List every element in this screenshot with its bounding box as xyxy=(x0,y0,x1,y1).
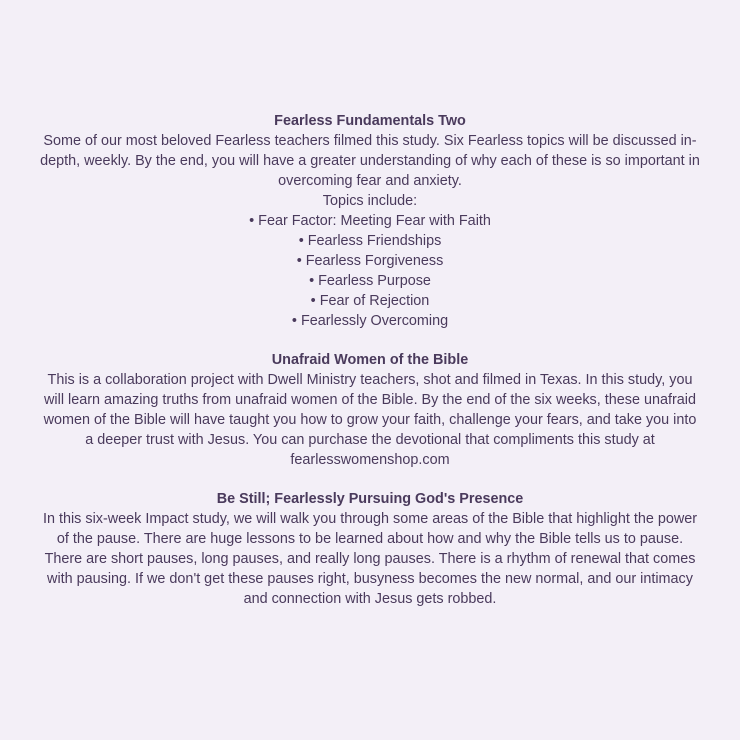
topic-item: • Fear Factor: Meeting Fear with Faith xyxy=(40,211,700,231)
section-title: Fearless Fundamentals Two xyxy=(274,113,466,129)
section-title: Be Still; Fearlessly Pursuing God's Presence xyxy=(216,491,524,507)
topic-item: • Fear of Rejection xyxy=(40,291,700,311)
topic-item: • Fearlessly Overcoming xyxy=(40,311,700,331)
section-description: Some of our most beloved Fearless teachers filmed this study. Six Fearless topics will be discussed in-depth, weekly. By the end, you will have a greater understanding of why each of these is so important in overcoming fear and anxiety. xyxy=(40,133,700,189)
study-descriptions xyxy=(40,111,700,628)
topic-item: • Fearless Friendships xyxy=(40,231,700,251)
section-fearless-fundamentals-two xyxy=(40,111,700,331)
section-description: In this six-week Impact study, we will walk you through some areas of the Bible that highlight the power of the pause. There are huge lessons to be learned about how and why the Bible tells us to pause. There are short pauses, long pauses, and really long pauses. There is a rhythm of renewal that comes with pausing. If we don't get these pauses right, busyness becomes the new normal, and our intimacy and connection with Jesus gets robbed. xyxy=(42,511,698,607)
section-unafraid-women-of-the-bible xyxy=(40,350,700,470)
section-title: Unafraid Women of the Bible xyxy=(271,352,469,368)
topic-item: • Fearless Forgiveness xyxy=(40,251,700,271)
section-description: This is a collaboration project with Dwell Ministry teachers, shot and filmed in Texas. In this study, you will learn amazing truths from unafraid women of the Bible. By the end of the six weeks, these unafraid women of the Bible will have taught you how to grow your faith, challenge your fears, and take you into a deeper trust with Jesus. You can purchase the devotional that compliments this study at fearlesswomenshop.com xyxy=(43,372,697,468)
topic-item: • Fearless Purpose xyxy=(40,271,700,291)
topics-label: Topics include: xyxy=(322,193,418,209)
section-be-still xyxy=(40,489,700,609)
